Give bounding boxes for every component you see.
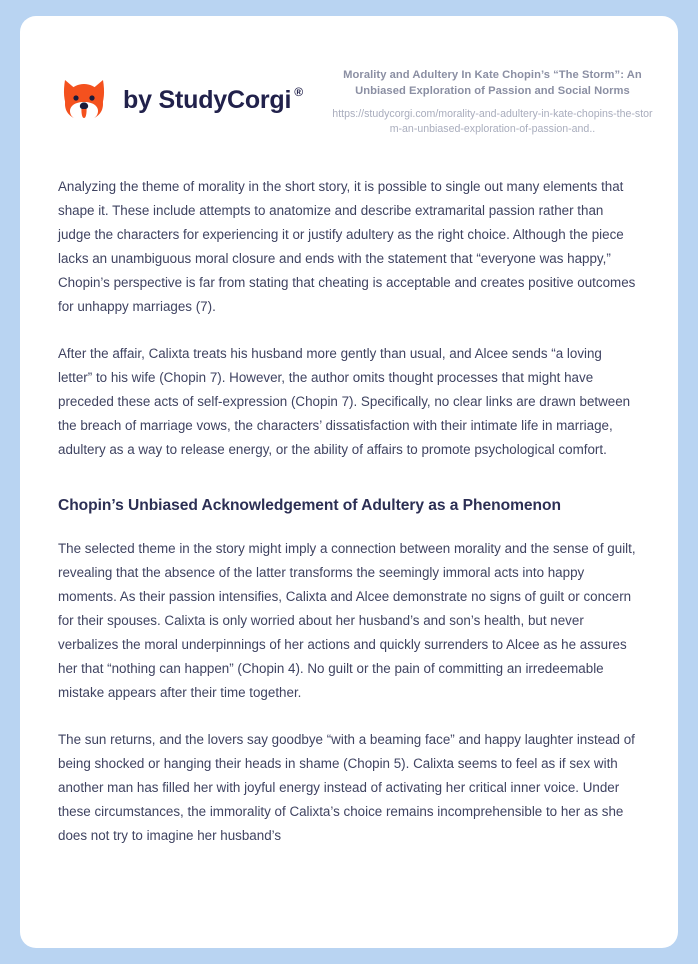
page-header [20, 16, 678, 137]
page-title: Morality and Adultery In Kate Chopin’s “The Storm”: An Unbiased Exploration of Passion and Social Norms [343, 69, 642, 97]
corgi-face-logo-icon [58, 74, 110, 126]
document-page [20, 16, 678, 948]
section-heading: Chopin’s Unbiased Acknowledgement of Adultery as a Phenomenon [58, 496, 561, 514]
article-body [20, 175, 678, 848]
article-paragraph: After the affair, Calixta treats his husband more gently than usual, and Alcee sends “a loving letter” to his wife (Chopin 7). However, the author omits thought processes that might have preceded these acts of self-expression (Chopin 7). Specifically, no clear links are drawn between the breach of marriage vows, the characters’ dissatisfaction with their intimate life in marriage, adultery as a way to release energy, or the ability of affairs to promote psychological comfort. [58, 345, 631, 457]
registered-trademark-icon: ® [294, 84, 303, 99]
brand-logo-lockup[interactable] [58, 66, 303, 126]
brand-wordmark-text: by StudyCorgi [123, 85, 292, 114]
brand-wordmark [123, 84, 303, 114]
source-url[interactable]: https://studycorgi.com/morality-and-adultery-in-kate-chopins-the-storm-an-unbiased-exploration-of-passion-and.. [332, 107, 653, 135]
document-meta [303, 66, 660, 137]
article-paragraph: The selected theme in the story might imply a connection between morality and the sense of guilt, revealing that the absence of the latter transforms the seemingly immoral acts into happy moments. As their passion intensifies, Calixta and Alcee demonstrate no signs of guilt or concern for their spouses. Calixta is only worried about her husband’s and son’s health, but never verbalizes the moral underpinnings of her actions and quickly surrenders to Alcee as he assures her that “nothing can happen” (Chopin 4). No guilt or the pain of committing an irredeemable mistake appears after their time together. [58, 540, 636, 700]
article-paragraph: The sun returns, and the lovers say goodbye “with a beaming face” and happy laughter instead of being shocked or hanging their heads in shame (Chopin 5). Calixta seems to feel as if sex with another man has filled her with joyful energy instead of activating her critical inner voice. Under these circumstances, the immorality of Calixta’s choice remains incomprehensible to her as she does not try to imagine her husband’s [58, 731, 635, 843]
article-paragraph: Analyzing the theme of morality in the short story, it is possible to single out many elements that shape it. These include attempts to anatomize and describe extramarital passion rather than judge the characters for experiencing it or justify adultery as the right choice. Although the piece lacks an unambiguous moral closure and ends with the statement that “everyone was happy,” Chopin’s perspective is far from stating that cheating is acceptable and creates positive outcomes for unhappy marriages (7). [58, 178, 636, 314]
